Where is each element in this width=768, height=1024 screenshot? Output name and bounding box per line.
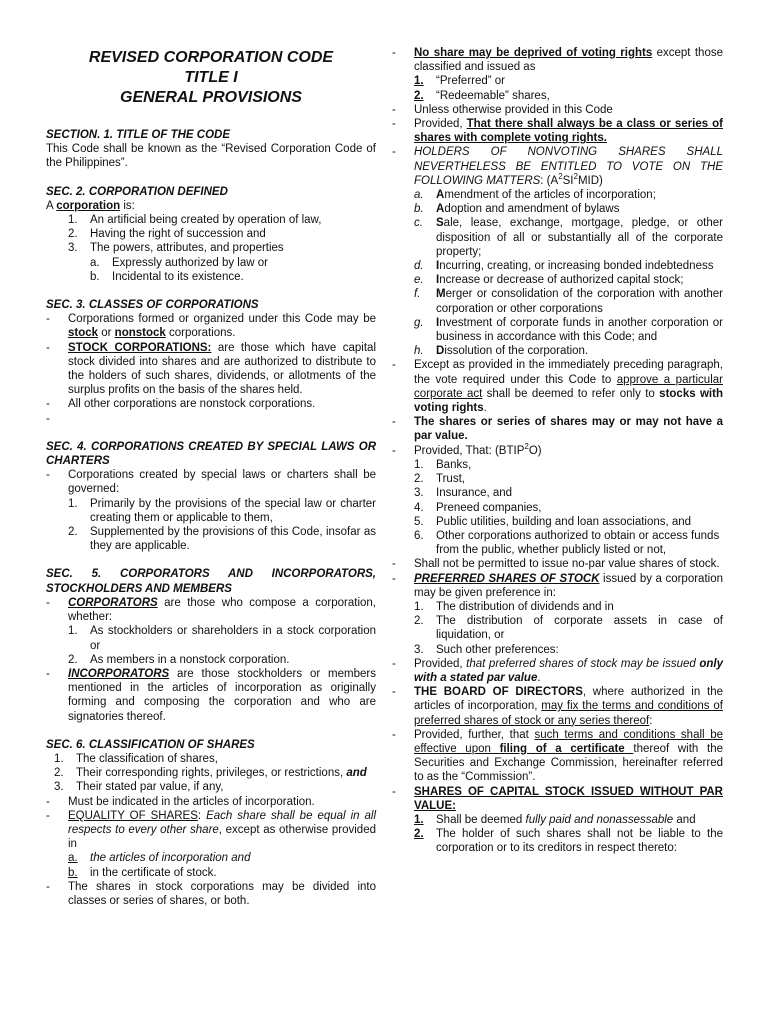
list-item: 2. Having the right of succession and (68, 228, 266, 241)
list-item: - All other corporations are nonstock corporations. (46, 398, 316, 411)
list-item: - Must be indicated in the articles of incorporation. (46, 795, 315, 808)
list-item: 3. Their stated par value, if any, (54, 781, 224, 794)
list-item: 2. Supplemented by the provisions of this Code, insofar as they are applicable. (68, 526, 376, 553)
list-item: - The shares in stock corporations may be divided into classes or series of shares, or both. (46, 880, 376, 907)
btip-list (392, 458, 723, 557)
list-item: 3. Such other preferences: (414, 643, 559, 656)
list-item: c. Sale, lease, exchange, mortgage, pledge, or other disposition of all or substantially all of the corporate property; (414, 217, 723, 258)
right-column (392, 0, 723, 856)
list-item: - THE BOARD OF DIRECTORS, where authorized in the articles of incorporation, may fix the terms and conditions of preferred shares of stock or any series thereof: (392, 686, 723, 727)
matters-list (392, 188, 723, 358)
list-item: h. Dissolution of the corporation. (414, 345, 589, 358)
list-item: 1. An artificial being created by operation of law, (68, 214, 322, 227)
list-item: b. Adoption and amendment of bylaws (414, 203, 620, 216)
list-item: b. Incidental to its existence. (90, 270, 244, 283)
list-item: f. Merger or consolidation of the corporation with another corporation or other corporations (414, 288, 723, 315)
list-item: a. Amendment of the articles of incorporation; (414, 189, 656, 202)
list-item: 1. As stockholders or shareholders in a stock corporation or (68, 625, 376, 652)
doc-title-line-3: GENERAL PROVISIONS (120, 89, 302, 106)
list-item: 1. The classification of shares, (54, 752, 218, 765)
list-item: - PREFERRED SHARES OF STOCK issued by a corporation may be given preference in: (392, 572, 723, 599)
list-item: 2. The holder of such shares shall not be liable to the corporation or to its creditors in respect thereto: (414, 828, 723, 855)
list-item: g. Investment of corporate funds in another corporation or business in accordance with this Code; and (414, 316, 723, 344)
list-item: 3. The powers, attributes, and properties (68, 242, 284, 255)
list-item: b. in the certificate of stock. (68, 866, 217, 879)
list-item: - Except as provided in the immediately preceding paragraph, the vote required under this Code to approve a particular corporate act shall be deemed to refer only to stocks with voting rights. (392, 359, 723, 415)
list-item: - No share may be deprived of voting rights except those classified and issued as (392, 47, 723, 74)
list-item: - EQUALITY OF SHARES: Each share shall be equal in all respects to every other share, except as otherwise provided in (46, 809, 377, 851)
section-2-heading: SEC. 2. CORPORATION DEFINED (46, 185, 228, 198)
left-column (46, 0, 376, 908)
list-item: - (46, 412, 50, 425)
list-item: 2. As members in a nonstock corporation. (68, 653, 290, 666)
list-item: 4. Preneed companies, (414, 501, 542, 514)
list-item: - CORPORATORS are those who compose a corporation, whether: (46, 596, 376, 624)
list-item: 1. The distribution of dividends and in (414, 600, 614, 613)
list-item: 2. “Redeemable” shares, (414, 89, 550, 102)
list-item: - INCORPORATORS are those stockholders or members mentioned in the articles of incorporation as originally forming and composing the corporation and who are signatories thereof. (46, 667, 376, 723)
list-item: - Unless otherwise provided in this Code (392, 103, 613, 116)
list-item: a. the articles of incorporation and (68, 852, 251, 865)
doc-title-line-1: REVISED CORPORATION CODE (88, 49, 334, 66)
list-item: 2. Their corresponding rights, privileges, or restrictions, and (54, 767, 367, 780)
section-1-body: This Code shall be known as the “Revised Corporation Code of the Philippines”. (46, 143, 376, 170)
list-item: - Provided, further, that such terms and conditions shall be effective upon filing of a certificate thereof with the Securities and Exchange Commission, hereinafter referred to as the “Commission”. (392, 728, 723, 784)
list-item: - Corporations created by special laws or charters shall be governed: (46, 469, 376, 496)
list-item: 2. Trust, (414, 473, 465, 486)
list-item: 1. Shall be deemed fully paid and nonassessable and (414, 813, 696, 826)
list-item: 1. “Preferred” or (414, 75, 506, 88)
list-item: - Provided, That: (BTIP$^2$O) (392, 441, 542, 457)
section-1-heading: SECTION. 1. TITLE OF THE CODE (46, 129, 231, 141)
list-item: a. Expressly authorized by law or (90, 256, 268, 269)
section-4-heading: SEC. 4. CORPORATIONS CREATED BY SPECIAL LAWS OR CHARTERS (46, 440, 376, 468)
list-item: 5. Public utilities, building and loan associations, and (414, 515, 692, 528)
list-item: - Provided, that preferred shares of stock may be issued only with a stated par value. (392, 657, 723, 684)
section-2-intro: A corporation is: (46, 199, 135, 212)
list-item: 1. Banks, (414, 458, 472, 471)
list-item: e. Increase or decrease of authorized capital stock; (414, 274, 684, 287)
list-item: 3. Insurance, and (414, 487, 513, 500)
list-item: - SHARES OF CAPITAL STOCK ISSUED WITHOUT PAR VALUE: (392, 785, 723, 812)
section-6-heading: SEC. 6. CLASSIFICATION OF SHARES (46, 738, 255, 751)
list-item: - Corporations formed or organized under this Code may be stock or nonstock corporations. (46, 313, 376, 340)
list-item: d. Incurring, creating, or increasing bonded indebtedness (414, 260, 714, 273)
list-item: - HOLDERS OF NONVOTING SHARES SHALL NEVERTHELESS BE ENTITLED TO VOTE ON THE FOLLOWING MATTERS: $(A^2SI^2MID)$ (392, 146, 723, 187)
doc-title-line-2: TITLE I (184, 69, 238, 86)
list-item: 2. The distribution of corporate assets in case of liquidation, or (414, 615, 723, 642)
list-item: - STOCK CORPORATIONS: are those which have capital stock divided into shares and are authorized to distribute to the holders of such shares, dividends, or allotments of the surplus profits on the basis of the shares held. (46, 341, 377, 397)
section-2-list (46, 213, 376, 284)
list-item: - Provided, That there shall always be a class or series of shares with complete voting rights. (392, 118, 723, 145)
list-item: - Shall not be permitted to issue no-par value shares of stock. (392, 558, 720, 571)
list-item: 6. Other corporations authorized to obtain or access funds from the public, whether publicly listed or not, (414, 529, 720, 557)
list-item: - The shares or series of shares may or may not have a par value. (392, 416, 723, 443)
section-3-heading: SEC. 3. CLASSES OF CORPORATIONS (46, 299, 259, 312)
list-item: 1. Primarily by the provisions of the special law or charter creating them or applicable to them, (68, 497, 376, 524)
section-5-heading: SEC. 5. CORPORATORS AND INCORPORATORS, STOCKHOLDERS AND MEMBERS (46, 568, 376, 595)
